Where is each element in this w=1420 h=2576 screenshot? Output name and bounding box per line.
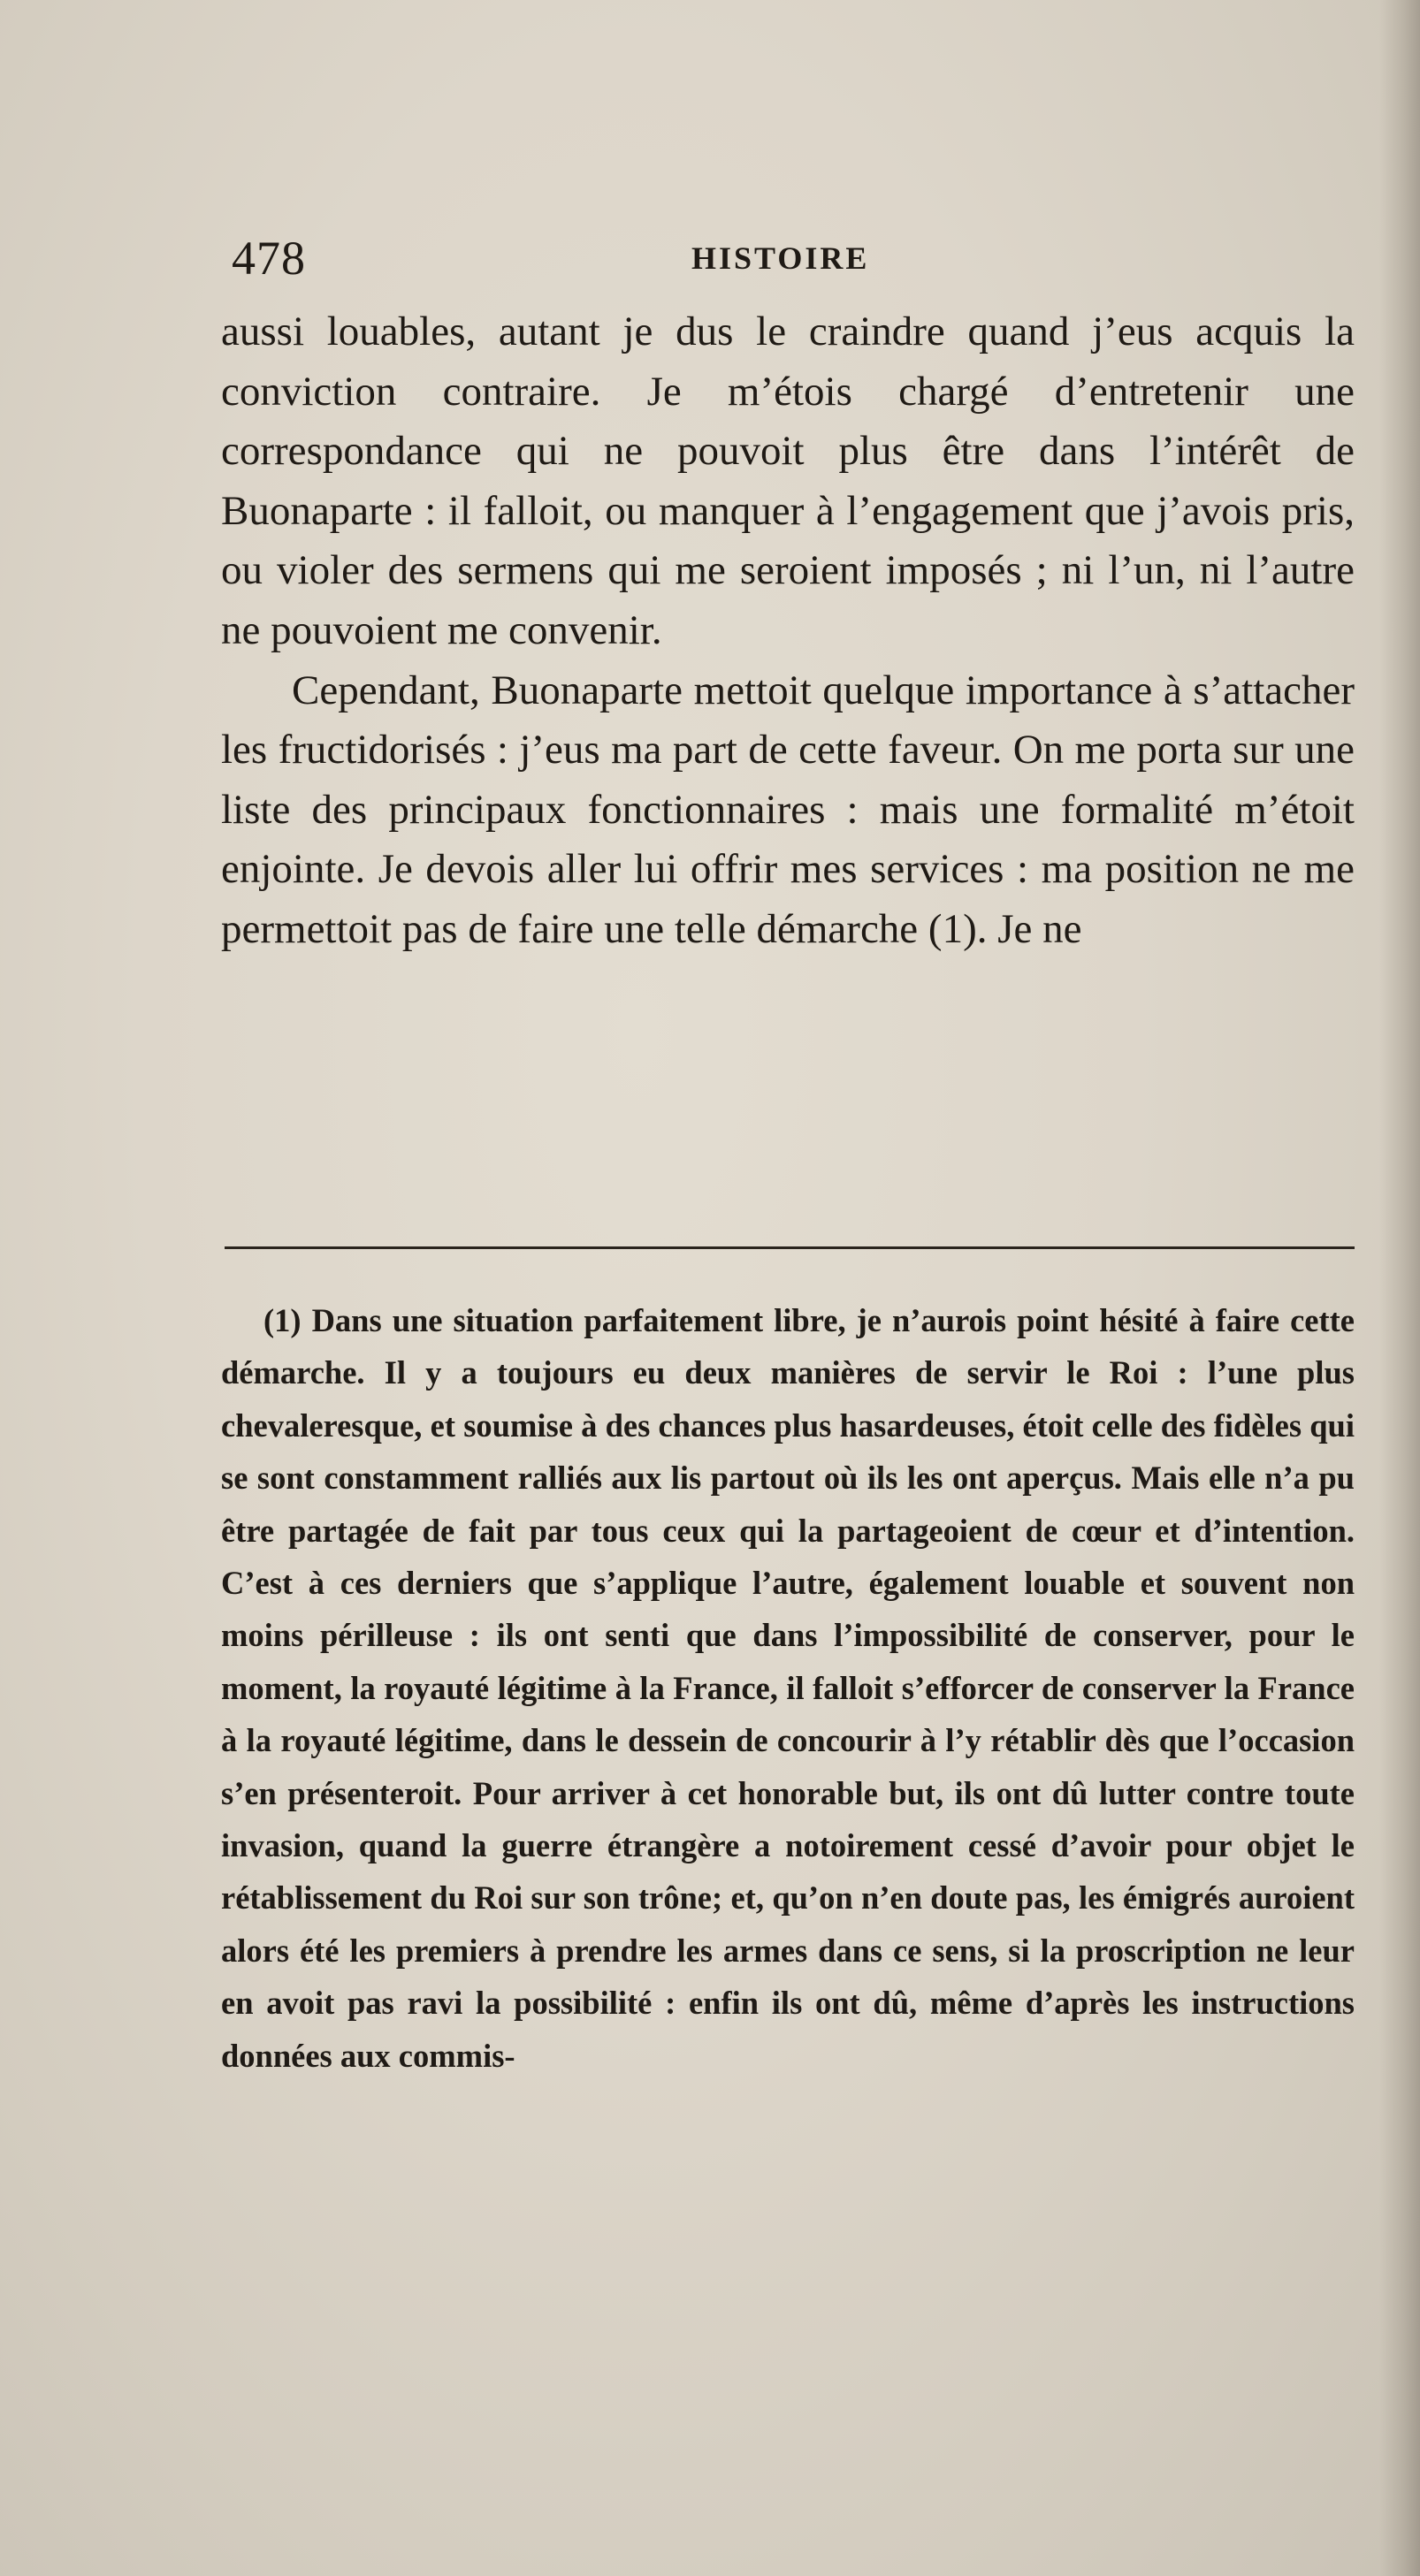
page-number: 478: [232, 232, 306, 285]
main-text: [221, 302, 1355, 960]
footnote: (1) Dans une situation parfaitement libre, je n’aurois point hésité à faire cette démarche. Il y a toujours eu deux manières de servir le Roi : l’une plus chevaleresque, et soumise à des chances plus hasardeuses, étoit celle des fidèles qui se sont constamment ralliés aux lis partout où ils les ont aperçus. Mais elle n’a pu être partagée de fait par tous ceux qui la partageoient de cœur et d’intention. C’est à ces derniers que s’applique l’autre, également louable et souvent non moins périlleuse : ils ont senti que dans l’impossibilité de conserver, pour le moment, la royauté légitime à la France, il falloit s’efforcer de conserver la France à la royauté légitime, dans le dessein de concourir à l’y rétablir dès que l’occasion s’en présenteroit. Pour arriver à cet honorable but, ils ont dû lutter contre toute invasion, quand la guerre étrangère a notoirement cessé d’avoir pour objet le rétablissement du Roi sur son trône; et, qu’on n’en doute pas, les émigrés auroient alors été les premiers à prendre les armes dans ce sens, si la proscription ne leur en avoit pas ravi la possibilité : enfin ils ont dû, même d’après les instructions données aux commis-: [221, 1302, 1355, 2074]
footnote-separator-rule: [225, 1246, 1355, 1249]
paragraph: aussi louables, autant je dus le craindre quand j’eus acquis la conviction contraire. Je m’étois chargé d’entretenir une correspondance qui ne pouvoit plus être dans l’intérêt de Buonaparte : il falloit, ou manquer à l’engagement que j’avois pris, ou violer des sermens qui me seroient imposés ; ni l’un, ni l’autre ne pouvoient me convenir.: [221, 309, 1355, 653]
paragraph: Cependant, Buonaparte mettoit quelque importance à s’attacher les fructidorisés : j’eus ma part de cette faveur. On me porta sur une liste des principaux fonctionnaires : mais une formalité m’étoit enjointe. Je devois aller lui offrir mes services : ma position ne me permettoit pas de faire une telle démarche (1). Je ne: [221, 667, 1355, 952]
running-head: [232, 232, 1399, 285]
page-edge-shadow: [1379, 0, 1420, 2576]
running-title: HISTOIRE: [691, 240, 870, 276]
